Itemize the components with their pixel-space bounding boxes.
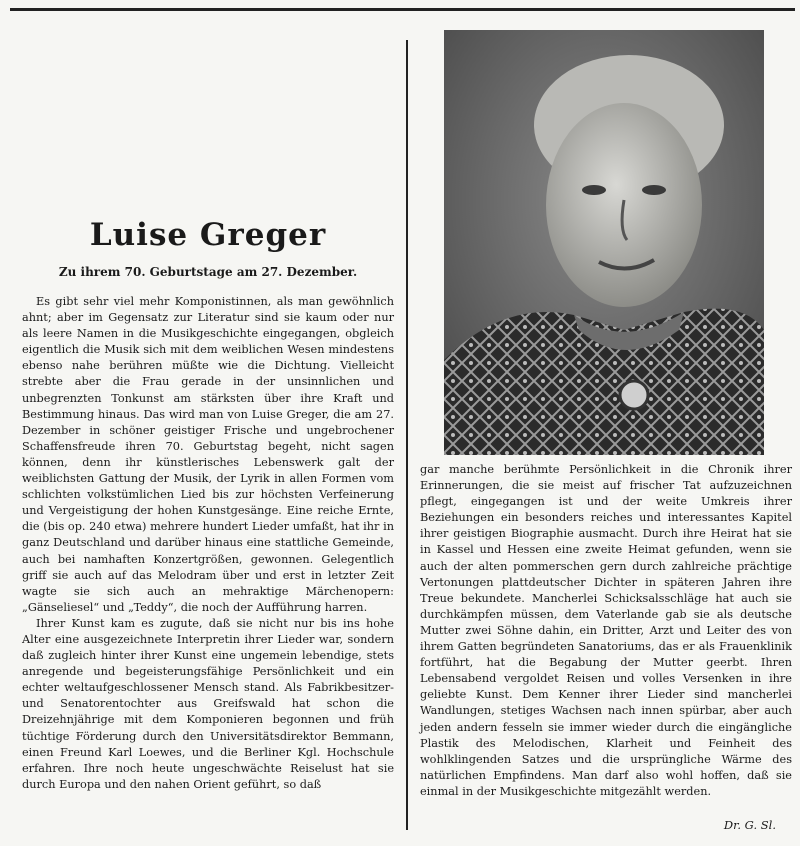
portrait-image [444,30,764,455]
article-title: Luise Greger [89,217,327,253]
paragraph: gar manche berühmte Persönlichkeit in die Chronik ihrer Erinnerungen, die sie meist auf frischer Tat aufzuzeichnen pflegt, eingegangen ist und der weite Umkreis ihrer Beziehungen ein besonders reiches und interessantes Kapitel ihrer geistigen Biographie ausmacht. Durch ihre Heirat hat sie in Kassel und Hessen eine zweite Heimat gefunden, wenn sie auch der alten pommerschen gern durch zahlreiche prächtige Vertonungen plattdeutscher Dichter in späteren Jahren ihre Treue bekundete. Mancherlei Schicksalsschläge hat auch sie durchkämpfen müssen, dem Vaterlande gab sie als deutsche Mutter zwei Söhne dahin, ein Dritter, Arzt und Leiter des von ihrem Gatten begründeten Sanatoriums, das er als Frauenklinik fortführt, hat die Begabung der Mutter geerbt. Ihren Lebensabend vergoldet Reisen und volles Versenken in ihre geliebte Kunst. Dem Kenner ihrer Lieder sind mancherlei Wandlungen, stetiges Wachsen nach innen spürbar, aber auch jeden andern fesseln sie immer wieder durch die eingängliche Plastik des Melodischen, Klarheit und Feinheit des wohlklingenden Satzes und die ursprüngliche Wärme des natürlichen Empfindens. Man darf also wohl hoffen, daß sie einmal in der Musikgeschichte mitgezählt werden. [420,463,792,798]
paragraph: Ihrer Kunst kam es zugute, daß sie nicht nur bis ins hohe Alter eine ausgezeichnete Interpretin ihrer Lieder war, sondern daß zugleich hinter ihrer Kunst eine ungemein lebendige, stets anregende und begeisterungsfähige Persönlichkeit und ein echter weltaufgeschlossener Mensch stand. Als Fabrikbesitzer- und Senatorentochter aus Greifswald hat schon die Dreizehnjährige mit dem Komponieren begonnen und früh tüchtige Förderung durch den Universitätsdirektor Bemmann, einen Freund Karl Loewes, und die Berliner Kgl. Hochschule erfahren. Ihre noch heute ungeschwächte Reiselust hat sie durch Europa und den nahen Orient geführt, so daß [22,616,394,791]
top-rule [10,8,795,11]
article-body-left [22,294,394,793]
portrait-photo [444,30,764,455]
left-column [22,18,394,838]
paragraph: Es gibt sehr viel mehr Komponistinnen, als man gewöhnlich ahnt; aber im Gegensatz zur Literatur sind sie kaum oder nur als leere Namen in die Musikgeschichte eingegangen, obgleich eigentlich die Musik sich mit dem weiblichen Wesen mindestens ebenso nahe berühren müßte wie die Dichtung. Vielleicht strebte aber die Frau gerade in der unsinnlichen und unbegrenzten Tonkunst am stärksten über ihre Kraft und Bestimmung hinaus. Das wird man von Luise Greger, die am 27. Dezember in schöner geistiger Frische und ungebrochener Schaffensfreude ihren 70. Geburtstag begeht, nicht sagen können, denn ihr künstlerisches Lebenswerk galt der weiblichsten Gattung der Musik, der Lyrik in allen Formen vom schlichten volkstümlichen Lied bis zur höchsten Verfeinerung und Vergeistigung der hohen Kunstgesänge. Eine reiche Ernte, die (bis op. 240 etwa) mehrere hundert Lieder umfaßt, hat ihr in ganz Deutschland und darüber hinaus eine stattliche Gemeinde, auch bei namhaften Konzertgrößen, gewonnen. Gelegentlich griff sie auch auf das Melodram über und erst in letzter Zeit wagte sie sich auch an mehraktige Märchenopern: „Gänseliesel“ und „Teddy“, die noch der Aufführung harren. [22,295,394,614]
author-signature: Dr. G. Sl. [723,818,776,832]
article-body-right [420,462,792,800]
article-subtitle: Zu ihrem 70. Geburtstage am 27. Dezember. [58,265,358,279]
column-divider [406,40,408,830]
